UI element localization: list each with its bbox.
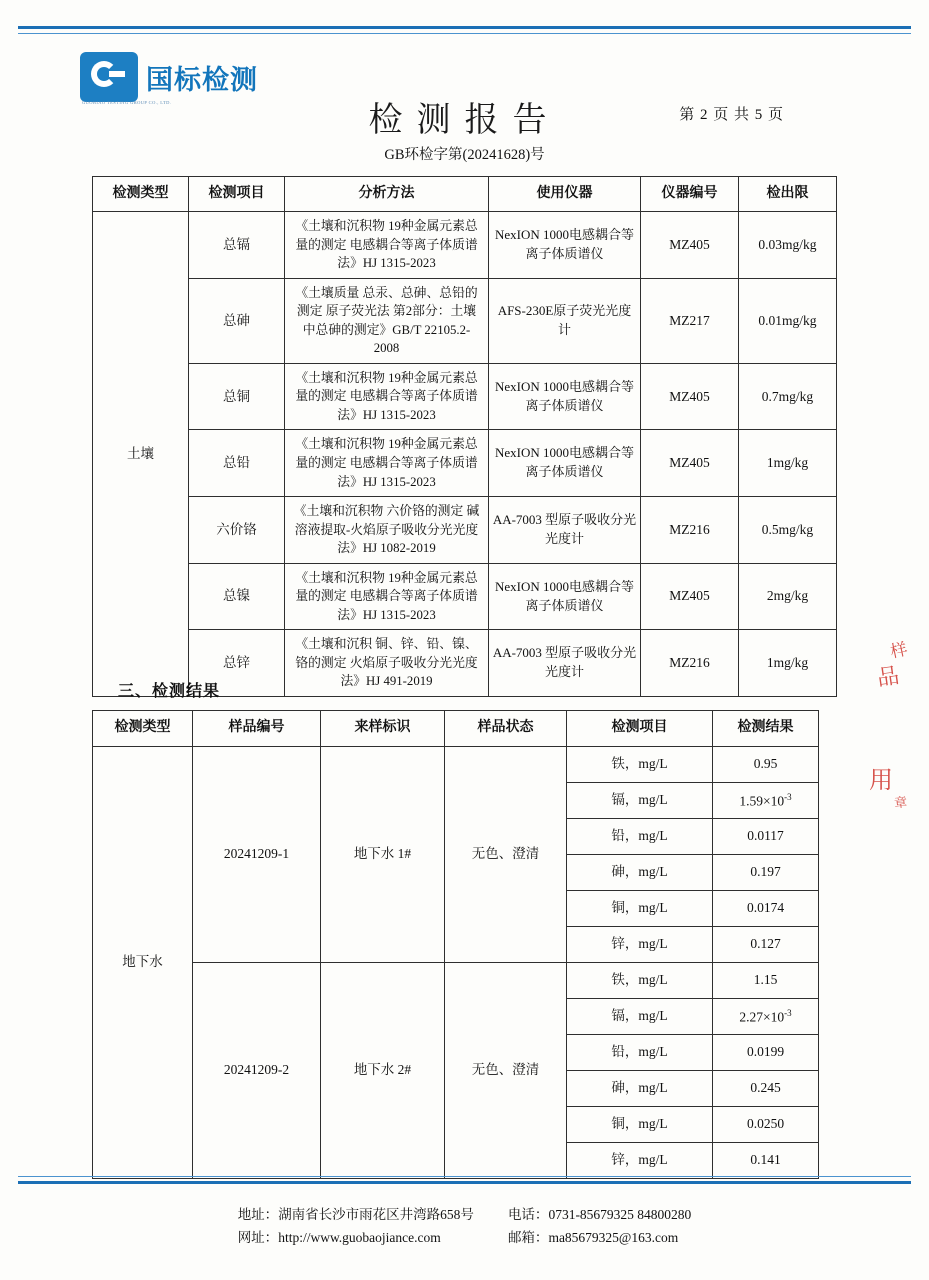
- cell-item: 总锌: [189, 630, 285, 697]
- cell-detection-limit: 1mg/kg: [739, 430, 837, 497]
- col-header-instrument: 使用仪器: [489, 177, 641, 212]
- cell-item: 六价铬: [189, 497, 285, 564]
- cell-test-item: 铅，mg/L: [567, 1035, 713, 1071]
- footer-website-label: 网址：: [237, 1230, 279, 1246]
- logo-pinyin: GUOBIAO TESTING GROUP CO., LTD.: [82, 100, 172, 105]
- cell-method: 《土壤和沉积物 19种金属元素总量的测定 电感耦合等离子体质谱法》HJ 1315-2023: [285, 363, 489, 430]
- cell-category: 土壤: [93, 212, 189, 697]
- cell-test-item: 砷，mg/L: [567, 855, 713, 891]
- footer-website[interactable]: http://www.guobaojiance.com: [278, 1230, 441, 1246]
- footer: [0, 1203, 929, 1250]
- cell-category: 地下水: [93, 747, 193, 1179]
- col-header-method: 分析方法: [285, 177, 489, 212]
- footer-phone-label: 电话：: [507, 1206, 549, 1222]
- footer-phone-line: [508, 1203, 691, 1227]
- stamp-mark-3: 用: [869, 768, 893, 794]
- footer-address: 湖南省长沙市雨花区井湾路658号: [278, 1206, 474, 1222]
- logo-text: 国标检测: [146, 64, 258, 95]
- cell-test-result: $1.59\times 10^{-3}$: [713, 783, 819, 819]
- cell-test-item: 铅，mg/L: [567, 819, 713, 855]
- cell-instrument: AA-7003 型原子吸收分光光度计: [489, 630, 641, 697]
- table-row: [93, 278, 837, 363]
- page-number: 第 2 页 共 5 页: [679, 107, 784, 123]
- cell-method: 《土壤和沉积物 19种金属元素总量的测定 电感耦合等离子体质谱法》HJ 1315-2023: [285, 563, 489, 630]
- table-row: [93, 963, 819, 999]
- table-row: [93, 563, 837, 630]
- cell-item: 总铜: [189, 363, 285, 430]
- table-row: [93, 747, 819, 783]
- cell-sample-no: 20241209-2: [193, 963, 321, 1179]
- cell-test-result: 0.127: [713, 927, 819, 963]
- footer-address-label: 地址：: [237, 1206, 279, 1222]
- cell-test-result: $2.27\times 10^{-3}$: [713, 999, 819, 1035]
- cell-test-result: 0.0250: [713, 1107, 819, 1143]
- col-header-result: 检测结果: [713, 711, 819, 747]
- cell-method: 《土壤质量 总汞、总砷、总铅的测定 原子荧光法 第2部分：土壤中总砷的测定》GB/T 22105.2-2008: [285, 278, 489, 363]
- cell-instrument-no: MZ216: [641, 497, 739, 564]
- footer-rule-thin: [18, 1176, 911, 1177]
- col-header-sample-no: 样品编号: [193, 711, 321, 747]
- footer-email-line: [508, 1226, 691, 1250]
- cell-item: 总铅: [189, 430, 285, 497]
- cell-test-result: 0.197: [713, 855, 819, 891]
- cell-test-result: 0.0199: [713, 1035, 819, 1071]
- cell-instrument: NexION 1000电感耦合等离子体质谱仪: [489, 363, 641, 430]
- cell-sample-state: 无色、澄清: [445, 963, 567, 1179]
- footer-right: [508, 1203, 691, 1250]
- cell-test-item: 铁，mg/L: [567, 963, 713, 999]
- col-header-sample-mark: 来样标识: [321, 711, 445, 747]
- cell-instrument: AFS-230E原子荧光光度计: [489, 278, 641, 363]
- cell-test-item: 砷，mg/L: [567, 1071, 713, 1107]
- footer-website-line: [238, 1226, 474, 1250]
- cell-sample-mark: 地下水 1#: [321, 747, 445, 963]
- table-row: [93, 212, 837, 279]
- col-header-instrument-no: 仪器编号: [641, 177, 739, 212]
- table-header-row: [93, 711, 819, 747]
- cell-method: 《土壤和沉积物 六价铬的测定 碱溶液提取-火焰原子吸收分光光度法》HJ 1082-2019: [285, 497, 489, 564]
- cell-test-item: 铁，mg/L: [567, 747, 713, 783]
- cell-method: 《土壤和沉积 铜、锌、铅、镍、铬的测定 火焰原子吸收分光光度法》HJ 491-2019: [285, 630, 489, 697]
- col-header-type: 检测类型: [93, 177, 189, 212]
- cell-test-item: 铜，mg/L: [567, 891, 713, 927]
- header-rule-thick: [18, 26, 911, 29]
- table-row: [93, 363, 837, 430]
- footer-address-line: [238, 1203, 474, 1227]
- footer-rule-thick: [18, 1181, 911, 1184]
- results-table: [92, 710, 819, 1179]
- col-header-detection-limit: 检出限: [739, 177, 837, 212]
- stamp-mark-4: 章: [893, 794, 908, 811]
- cell-sample-mark: 地下水 2#: [321, 963, 445, 1179]
- cell-detection-limit: 0.01mg/kg: [739, 278, 837, 363]
- cell-instrument: NexION 1000电感耦合等离子体质谱仪: [489, 563, 641, 630]
- cell-instrument-no: MZ405: [641, 430, 739, 497]
- cell-method: 《土壤和沉积物 19种金属元素总量的测定 电感耦合等离子体质谱法》HJ 1315-2023: [285, 212, 489, 279]
- cell-detection-limit: 0.7mg/kg: [739, 363, 837, 430]
- table-row: [93, 497, 837, 564]
- cell-test-result: 0.0117: [713, 819, 819, 855]
- cell-test-result: 0.95: [713, 747, 819, 783]
- col-header-type: 检测类型: [93, 711, 193, 747]
- footer-left: [238, 1203, 474, 1250]
- table-row: [93, 430, 837, 497]
- cell-instrument-no: MZ216: [641, 630, 739, 697]
- page-title: 检测报告: [368, 102, 561, 139]
- footer-email-label: 邮箱：: [507, 1230, 549, 1246]
- cell-test-result: 0.0174: [713, 891, 819, 927]
- cell-test-item: 铜，mg/L: [567, 1107, 713, 1143]
- cell-detection-limit: 0.03mg/kg: [739, 212, 837, 279]
- cell-test-item: 镉，mg/L: [567, 783, 713, 819]
- cell-method: 《土壤和沉积物 19种金属元素总量的测定 电感耦合等离子体质谱法》HJ 1315-2023: [285, 430, 489, 497]
- cell-item: 总镉: [189, 212, 285, 279]
- col-header-sample-state: 样品状态: [445, 711, 567, 747]
- cell-test-item: 锌，mg/L: [567, 927, 713, 963]
- cell-instrument-no: MZ217: [641, 278, 739, 363]
- col-header-item: 检测项目: [189, 177, 285, 212]
- cell-instrument-no: MZ405: [641, 563, 739, 630]
- cell-instrument-no: MZ405: [641, 212, 739, 279]
- col-header-item: 检测项目: [567, 711, 713, 747]
- cell-instrument: AA-7003 型原子吸收分光光度计: [489, 497, 641, 564]
- cell-item: 总砷: [189, 278, 285, 363]
- cell-detection-limit: 1mg/kg: [739, 630, 837, 697]
- cell-instrument-no: MZ405: [641, 363, 739, 430]
- cell-test-item: 镉，mg/L: [567, 999, 713, 1035]
- cell-item: 总镍: [189, 563, 285, 630]
- footer-phone: 0731-85679325 84800280: [548, 1206, 692, 1222]
- header-rule-thin: [18, 33, 911, 34]
- cell-test-result: 0.141: [713, 1143, 819, 1179]
- cell-test-result: 1.15: [713, 963, 819, 999]
- cell-test-item: 锌，mg/L: [567, 1143, 713, 1179]
- cell-test-result: 0.245: [713, 1071, 819, 1107]
- cell-detection-limit: 0.5mg/kg: [739, 497, 837, 564]
- methods-table: [92, 176, 837, 697]
- footer-email[interactable]: ma85679325@163.com: [548, 1230, 679, 1246]
- section-title-results: 三、检测结果: [118, 683, 221, 700]
- cell-instrument: NexION 1000电感耦合等离子体质谱仪: [489, 430, 641, 497]
- cell-detection-limit: 2mg/kg: [739, 563, 837, 630]
- stamp-mark-1: 样: [888, 639, 910, 662]
- cell-instrument: NexION 1000电感耦合等离子体质谱仪: [489, 212, 641, 279]
- stamp-mark-2: 品: [875, 662, 901, 691]
- cell-sample-state: 无色、澄清: [445, 747, 567, 963]
- report-number: GB环检字第(20241628)号: [384, 147, 545, 163]
- table-header-row: [93, 177, 837, 212]
- cell-sample-no: 20241209-1: [193, 747, 321, 963]
